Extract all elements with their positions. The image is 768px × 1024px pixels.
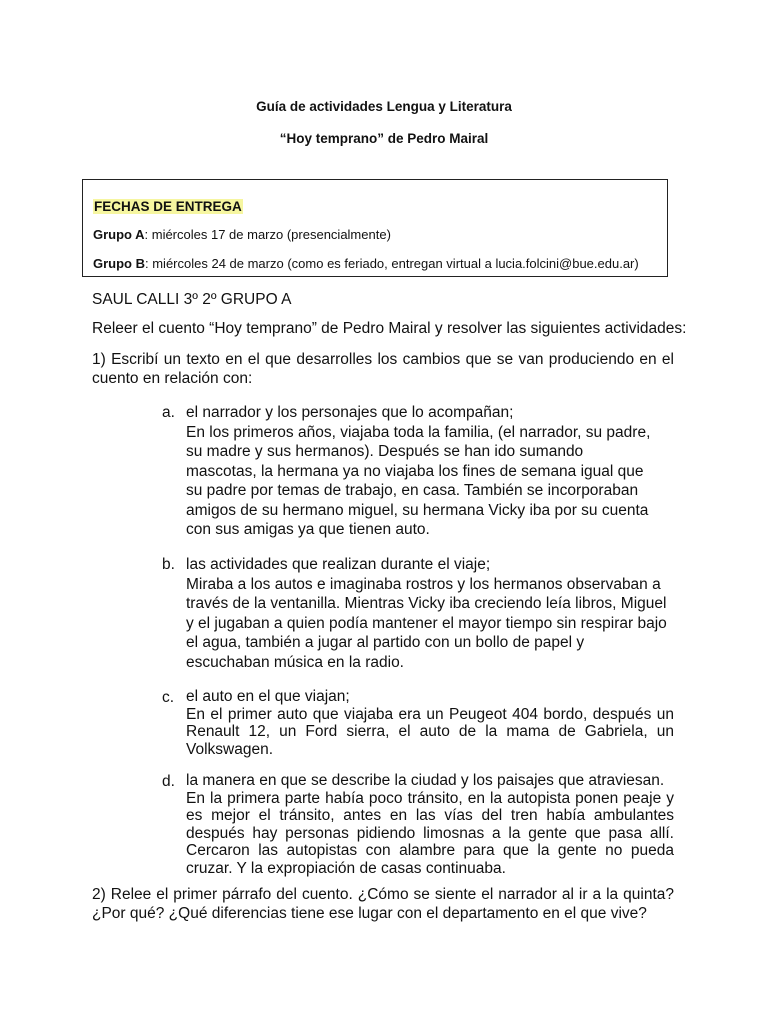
group-a-line <box>93 227 391 242</box>
deadlines-heading: FECHAS DE ENTREGA <box>94 199 242 214</box>
question-2: 2) Relee el primer párrafo del cuento. ¿Cómo se siente el narrador al ir a la quinta? ¿Por qué? ¿Qué diferencias tiene ese lugar con el departamento en el que vive? <box>92 886 674 922</box>
item-marker: c. <box>162 689 175 706</box>
group-b-text: : miércoles 24 de marzo (como es feriado, entregan virtual a lucia.folcini@bue.edu.ar) <box>145 256 639 271</box>
item-marker: d. <box>162 773 175 790</box>
deadlines-box <box>82 179 668 277</box>
item-prompt: las actividades que realizan durante el viaje; <box>186 556 491 573</box>
item-prompt: el narrador y los personajes que lo acompañan; <box>186 404 514 421</box>
group-a-text: : miércoles 17 de marzo (presencialmente) <box>144 227 391 242</box>
item-prompt: el auto en el que viajan; <box>186 688 350 705</box>
item-answer: En la primera parte había poco tránsito, en la autopista ponen peaje y es mejor el tránsito, antes en las vías del tren había ambulantes después hay personas pidiendo limosnas a la gente que pasa allí. Cercaron las autopistas con alambre para que la gente no pueda cruzar. Y la expropiación de casas continuaba. <box>186 789 674 877</box>
group-b-line <box>93 256 639 271</box>
item-text <box>186 688 676 758</box>
intro-text: Releer el cuento “Hoy temprano” de Pedro Mairal y resolver las siguientes actividades: <box>92 320 687 337</box>
item-text <box>186 403 666 540</box>
item-answer: En el primer auto que viajaba era un Peugeot 404 bordo, después un Renault 12, un Ford sierra, el auto de la mama de Gabriela, un Volkswagen. <box>186 705 674 758</box>
group-b-label: Grupo B <box>93 256 145 271</box>
item-answer: En los primeros años, viajaba toda la familia, (el narrador, su padre, su madre y sus hermanos). Después se han ido sumando mascotas, la hermana ya no viajaba los fines de semana igual que su padre por temas de trabajo, en casa. También se incorporaban amigos de su hermano miguel, su hermana Vicky iba por su cuenta con sus amigas ya que tienen auto. <box>186 423 651 538</box>
item-answer: Miraba a los autos e imaginaba rostros y los hermanos observaban a través de la ventanilla. Mientras Vicky iba creciendo leía libros, Miguel y el jugaban a quien podía mantener el mayor tiempo sin respirar bajo el agua, también a jugar al partido con un bollo de papel y escuchaban música en la radio. <box>186 575 667 671</box>
item-text <box>186 772 676 877</box>
item-marker: a. <box>162 404 175 421</box>
item-prompt: la manera en que se describe la ciudad y los paisajes que atraviesan. <box>186 772 665 789</box>
question-1: 1) Escribí un texto en el que desarrolles los cambios que se van produciendo en el cuento en relación con: <box>92 351 674 387</box>
item-text <box>186 555 674 672</box>
item-marker: b. <box>162 556 175 573</box>
document-subtitle: “Hoy temprano” de Pedro Mairal <box>279 131 489 146</box>
student-line: SAUL CALLI 3º 2º GRUPO A <box>92 291 292 308</box>
group-a-label: Grupo A <box>93 227 145 242</box>
document-title: Guía de actividades Lengua y Literatura <box>256 99 512 114</box>
